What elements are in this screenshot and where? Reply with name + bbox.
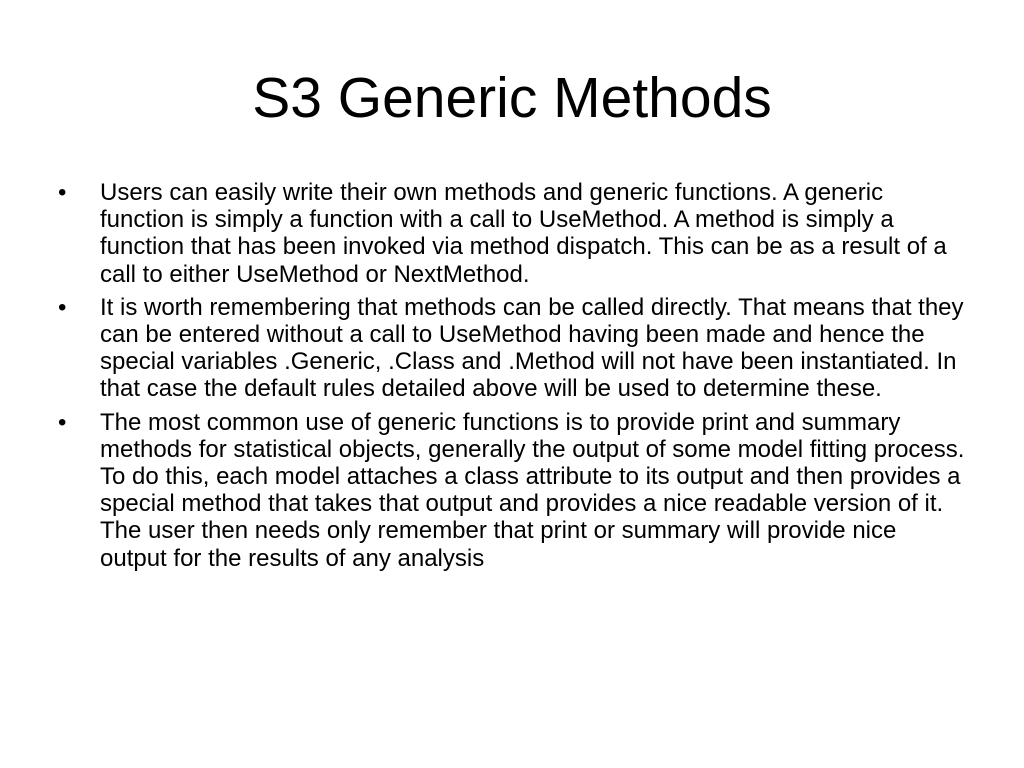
slide-title: S3 Generic Methods xyxy=(252,66,772,130)
bullet-list xyxy=(56,179,968,578)
bullet-icon: • xyxy=(58,293,67,321)
bullet-text: The most common use of generic functions is to provide print and summary methods for statistical objects, generally the output of some model fitting process. To do this, each model attaches a class attribute to its output and then provides a special method that takes that output and provides a nice readable version of it. The user then needs only remember that print or summary will provide nice output for the results of any analysis xyxy=(100,408,965,572)
bullet-item xyxy=(56,179,968,288)
bullet-item xyxy=(56,409,968,572)
bullet-text: It is worth remembering that methods can be called directly. That means that they can be entered without a call to UseMethod having been made and hence the special variables .Generic, .Class and .Method will not have been instantiated. In that case the default rules detailed above will be used to determine these. xyxy=(100,293,964,403)
bullet-icon: • xyxy=(58,408,67,436)
bullet-icon: • xyxy=(58,179,67,206)
bullet-item xyxy=(56,294,968,403)
bullet-text: Users can easily write their own methods and generic functions. A generic function is simply a function with a call to UseMethod. A method is simply a function that has been invoked via method dispatch. This can be as a result of a call to either UseMethod or NextMethod. xyxy=(100,179,947,288)
